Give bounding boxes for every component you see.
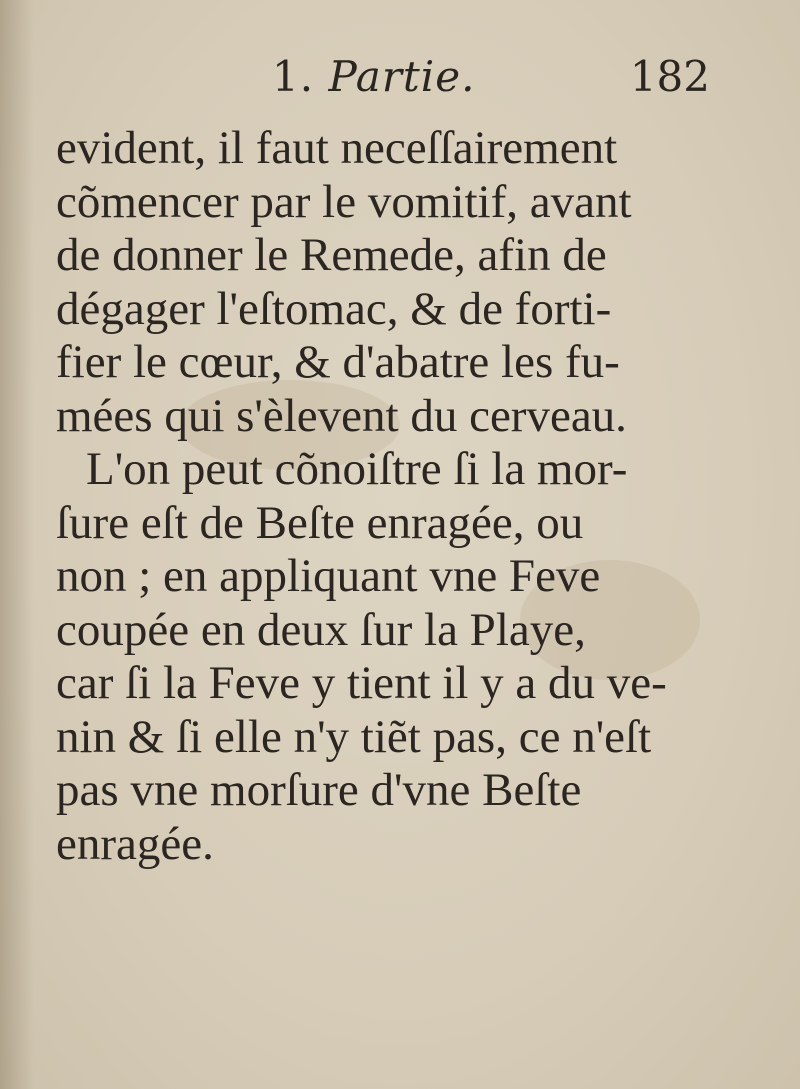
paragraph-start-line: L'on peut cõnoiſtre ſi la mor-	[86, 443, 628, 495]
text-line: nin & ſi elle n'y tiẽt pas, ce n'eſt	[56, 710, 652, 763]
text-line: cõmencer par le vomitif, avant	[56, 175, 632, 228]
running-header	[60, 52, 710, 112]
part-number: 1.	[272, 52, 315, 101]
text-line: non ; en appliquant vne Feve	[56, 550, 601, 602]
text-line: enragée.	[56, 817, 214, 870]
text-line: ſure eſt de Beſte enragée, ou	[56, 496, 584, 549]
text-line: mées qui s'èlevent du cerveau.	[56, 389, 627, 442]
text-line: coupée en deux ſur la Playe,	[56, 603, 586, 656]
text-line: de donner le Remede, afin de	[56, 229, 607, 281]
text-line: evident, il faut neceſſairement	[56, 122, 618, 174]
part-title: Partie.	[328, 52, 476, 101]
part-heading	[272, 52, 475, 101]
binding-shadow	[0, 0, 34, 1089]
text-line: pas vne morſure d'vne Beſte	[56, 764, 582, 816]
page-number: 182	[629, 52, 710, 101]
body-text	[56, 122, 716, 871]
text-line: car ſi la Feve y tient il y a du ve-	[56, 657, 667, 709]
text-line: dégager l'eſtomac, & de forti-	[56, 282, 612, 335]
text-line: fier le cœur, & d'abatre les fu-	[56, 336, 620, 388]
